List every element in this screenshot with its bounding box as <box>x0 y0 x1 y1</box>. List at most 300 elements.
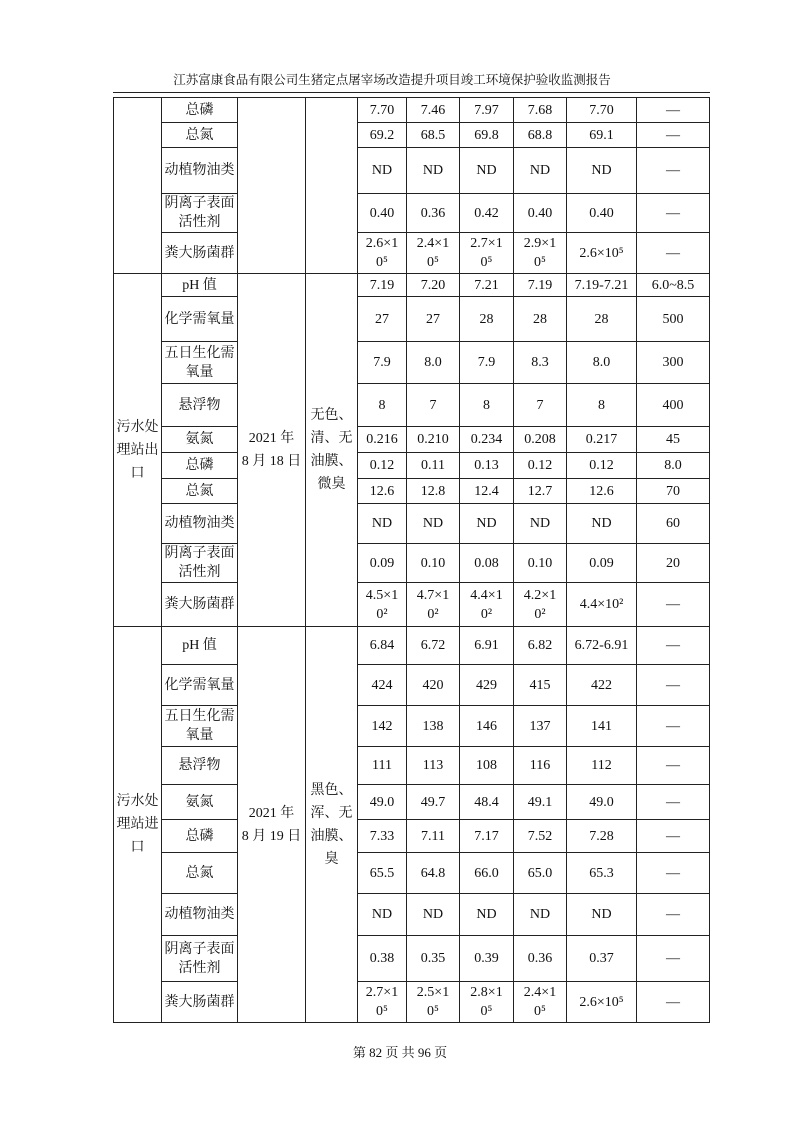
measured-value-cell <box>514 384 567 427</box>
measured-value-cell <box>514 148 567 194</box>
measured-value: ND <box>371 163 393 178</box>
measured-value: 429 <box>476 677 497 693</box>
table-row <box>114 894 710 936</box>
measured-value-cell <box>407 384 460 427</box>
measured-value-cell <box>358 453 407 479</box>
monitoring-item: 总氮 <box>162 479 238 504</box>
monitoring-item: 总磷 <box>162 820 238 853</box>
measured-value-cell <box>407 627 460 665</box>
average-value: 2.6×10⁵ <box>567 233 637 274</box>
measured-value-cell <box>358 583 407 627</box>
standard-limit: 300 <box>637 342 710 384</box>
measured-value-cell <box>460 820 514 853</box>
measured-value-cell <box>514 233 567 274</box>
measured-value: 2.9×10⁵ <box>523 236 557 270</box>
measured-value-cell <box>358 894 407 936</box>
measured-value-cell <box>460 894 514 936</box>
measured-value: 12.6 <box>369 483 395 499</box>
measured-value: 65.0 <box>527 865 553 881</box>
monitoring-item: 粪大肠菌群 <box>162 233 238 274</box>
monitoring-item: 悬浮物 <box>162 384 238 427</box>
measured-value-cell <box>358 504 407 544</box>
measured-value: 6.91 <box>474 638 499 653</box>
measured-value-cell <box>514 123 567 148</box>
standard-limit: 8.0 <box>637 453 710 479</box>
table-row <box>114 479 710 504</box>
measured-value-cell <box>460 665 514 706</box>
standard-limit: — <box>637 148 710 194</box>
average-value: 0.12 <box>567 453 637 479</box>
standard-limit: — <box>637 98 710 123</box>
standard-limit: — <box>637 820 710 853</box>
measured-value-cell <box>358 384 407 427</box>
measured-value-cell <box>407 747 460 785</box>
measured-value-cell <box>358 627 407 665</box>
measured-value-cell <box>514 427 567 453</box>
table-row <box>114 504 710 544</box>
measured-value-cell <box>460 479 514 504</box>
measured-value-cell <box>407 194 460 233</box>
standard-limit: — <box>637 627 710 665</box>
measured-value-cell <box>460 427 514 453</box>
monitoring-item: 总氮 <box>162 853 238 894</box>
measured-value: 28 <box>479 311 494 327</box>
measured-value-cell <box>460 583 514 627</box>
water-appearance <box>306 98 358 274</box>
measured-value-cell <box>358 820 407 853</box>
measured-value-cell <box>407 233 460 274</box>
average-value: 422 <box>567 665 637 706</box>
monitoring-item: 悬浮物 <box>162 747 238 785</box>
table-row <box>114 820 710 853</box>
measured-value-cell <box>407 98 460 123</box>
table-row <box>114 706 710 747</box>
measured-value-cell <box>514 453 567 479</box>
page-number: 第 82 页 共 96 页 <box>352 1045 448 1060</box>
measured-value-cell <box>358 274 407 297</box>
average-value: 69.1 <box>567 123 637 148</box>
measured-value: 0.36 <box>420 205 446 221</box>
table-row <box>114 665 710 706</box>
standard-limit: — <box>637 982 710 1023</box>
table-row <box>114 233 710 274</box>
table-row <box>114 274 710 297</box>
average-value: 112 <box>567 747 637 785</box>
table-row <box>114 342 710 384</box>
average-value: 6.72-6.91 <box>567 627 637 665</box>
measured-value-cell <box>460 982 514 1023</box>
average-value: 0.37 <box>567 936 637 982</box>
monitoring-item: 动植物油类 <box>162 504 238 544</box>
measured-value-cell <box>358 123 407 148</box>
measured-value: 0.234 <box>470 432 503 447</box>
measured-value-cell <box>460 98 514 123</box>
average-value: 141 <box>567 706 637 747</box>
monitoring-item: 动植物油类 <box>162 894 238 936</box>
measured-value: 137 <box>529 718 551 734</box>
measured-value-cell <box>407 274 460 297</box>
average-value: 12.6 <box>567 479 637 504</box>
measured-value: 49.0 <box>369 794 395 810</box>
standard-limit: — <box>637 194 710 233</box>
average-value: 7.19-7.21 <box>567 274 637 297</box>
table-row <box>114 297 710 342</box>
average-value: 7.28 <box>567 820 637 853</box>
measured-value: 2.7×10⁵ <box>470 236 503 270</box>
measured-value-cell <box>460 123 514 148</box>
measured-value: 27 <box>375 311 389 327</box>
monitoring-item: 阴离子表面活性剂 <box>162 544 238 583</box>
table-row <box>114 936 710 982</box>
measured-value: 0.11 <box>421 458 445 473</box>
measured-value: 8 <box>378 397 386 413</box>
measured-value: 138 <box>422 718 444 734</box>
measured-value: 424 <box>371 677 393 693</box>
measured-value-cell <box>358 98 407 123</box>
measured-value: 68.8 <box>527 127 553 143</box>
measured-value: 0.42 <box>474 205 499 221</box>
measured-value-cell <box>460 274 514 297</box>
table-row <box>114 853 710 894</box>
measured-value-cell <box>514 544 567 583</box>
measured-value-cell <box>407 148 460 194</box>
measured-value-cell <box>407 479 460 504</box>
measured-value-cell <box>358 853 407 894</box>
table-row <box>114 747 710 785</box>
standard-limit: 20 <box>637 544 710 583</box>
measured-value-cell <box>514 297 567 342</box>
measured-value-cell <box>460 785 514 820</box>
measured-value-cell <box>460 384 514 427</box>
table-body <box>114 98 710 1023</box>
standard-limit: — <box>637 747 710 785</box>
measured-value: 108 <box>476 758 497 773</box>
measured-value: 4.2×10² <box>523 587 557 622</box>
standard-limit: 6.0~8.5 <box>637 274 710 297</box>
sampling-date <box>238 98 306 274</box>
measured-value-cell <box>407 894 460 936</box>
measured-value-cell <box>514 342 567 384</box>
measured-value: 0.40 <box>527 205 553 221</box>
measured-value: 7 <box>536 397 544 413</box>
measured-value: 0.09 <box>369 555 395 571</box>
measured-value: 12.4 <box>474 483 499 499</box>
average-value: ND <box>567 894 637 936</box>
average-value: 7.70 <box>567 98 637 123</box>
measured-value-cell <box>514 820 567 853</box>
average-value: ND <box>567 504 637 544</box>
measured-value: 420 <box>422 677 444 693</box>
measured-value-cell <box>514 583 567 627</box>
sampling-location: 污水处理站进口 <box>114 627 162 1023</box>
table-row <box>114 583 710 627</box>
measured-value: ND <box>371 907 393 922</box>
measured-value-cell <box>514 98 567 123</box>
measured-value-cell <box>358 665 407 706</box>
measured-value: 0.12 <box>369 458 395 473</box>
measured-value-cell <box>514 785 567 820</box>
measured-value: 7.19 <box>369 277 395 293</box>
measured-value-cell <box>514 479 567 504</box>
measured-value: 7.19 <box>527 277 553 293</box>
measured-value: 7.11 <box>421 828 445 844</box>
measured-value: 6.84 <box>369 638 395 653</box>
measured-value: 113 <box>422 758 444 773</box>
measured-value-cell <box>460 747 514 785</box>
measured-value-cell <box>460 342 514 384</box>
table-row <box>114 123 710 148</box>
standard-limit: 70 <box>637 479 710 504</box>
measured-value-cell <box>514 853 567 894</box>
measured-value: 48.4 <box>474 794 499 810</box>
measured-value: 7.97 <box>474 102 499 118</box>
measured-value-cell <box>514 504 567 544</box>
measured-value-cell <box>407 427 460 453</box>
measured-value: 0.36 <box>527 951 553 966</box>
sampling-location: 污水处理站出口 <box>114 274 162 627</box>
measured-value-cell <box>358 297 407 342</box>
measured-value: ND <box>476 516 497 531</box>
measured-value: 0.10 <box>420 555 446 571</box>
monitoring-item: 总磷 <box>162 98 238 123</box>
measured-value: 7.33 <box>369 828 395 844</box>
measured-value: 111 <box>372 758 392 773</box>
measured-value-cell <box>514 747 567 785</box>
monitoring-item: 化学需氧量 <box>162 297 238 342</box>
monitoring-item: 粪大肠菌群 <box>162 583 238 627</box>
measured-value-cell <box>514 982 567 1023</box>
measured-value: 69.8 <box>474 127 499 143</box>
measured-value: 142 <box>371 718 393 734</box>
measured-value-cell <box>460 706 514 747</box>
standard-limit: — <box>637 706 710 747</box>
measured-value: 7.21 <box>474 277 499 293</box>
standard-limit: 400 <box>637 384 710 427</box>
measured-value: 415 <box>529 677 551 693</box>
measured-value: 4.7×10² <box>416 587 450 622</box>
sampling-date: 2021 年 8 月 19 日 <box>238 627 306 1023</box>
standard-limit: — <box>637 665 710 706</box>
measured-value: 6.82 <box>527 638 553 653</box>
measured-value: 0.08 <box>474 555 499 571</box>
measured-value: 2.5×10⁵ <box>416 985 450 1019</box>
water-appearance: 黑色、浑、无油膜、臭 <box>306 627 358 1023</box>
measured-value-cell <box>460 504 514 544</box>
measured-value: 49.7 <box>420 794 446 810</box>
table-row <box>114 453 710 479</box>
measured-value-cell <box>407 504 460 544</box>
measured-value-cell <box>358 148 407 194</box>
measured-value-cell <box>358 342 407 384</box>
measured-value-cell <box>407 936 460 982</box>
average-value: ND <box>567 148 637 194</box>
measured-value: 65.5 <box>369 865 395 881</box>
average-value: 0.40 <box>567 194 637 233</box>
monitoring-item: 总磷 <box>162 453 238 479</box>
measured-value-cell <box>358 936 407 982</box>
measured-value: 28 <box>533 311 547 327</box>
monitoring-item: 氨氮 <box>162 427 238 453</box>
measured-value-cell <box>407 706 460 747</box>
average-value: 4.4×10² <box>567 583 637 627</box>
measured-value: 0.40 <box>369 205 395 221</box>
measured-value: 7.20 <box>420 277 446 293</box>
measured-value: 66.0 <box>474 865 499 881</box>
measured-value-cell <box>358 194 407 233</box>
average-value: 0.217 <box>567 427 637 453</box>
measured-value: 12.8 <box>420 483 446 499</box>
monitoring-item: 氨氮 <box>162 785 238 820</box>
measured-value: 0.38 <box>369 951 395 966</box>
measured-value: ND <box>422 516 444 531</box>
measured-value: 64.8 <box>420 865 446 881</box>
average-value: 49.0 <box>567 785 637 820</box>
measured-value-cell <box>407 342 460 384</box>
measured-value: 7.9 <box>477 355 496 370</box>
table-row <box>114 627 710 665</box>
table-row <box>114 98 710 123</box>
measured-value-cell <box>358 233 407 274</box>
measured-value-cell <box>407 853 460 894</box>
measured-value: 8.3 <box>531 355 549 370</box>
average-value: 8 <box>567 384 637 427</box>
measured-value: 0.216 <box>366 432 398 447</box>
average-value: 28 <box>567 297 637 342</box>
measured-value: 6.72 <box>420 638 446 653</box>
measured-value-cell <box>407 982 460 1023</box>
table-row <box>114 427 710 453</box>
measured-value: 2.6×10⁵ <box>365 236 399 270</box>
measured-value-cell <box>407 544 460 583</box>
measured-value: 7.9 <box>373 355 391 370</box>
measured-value-cell <box>407 665 460 706</box>
header-divider <box>113 92 710 93</box>
measured-value: 0.35 <box>420 951 446 966</box>
measured-value: 4.4×10² <box>470 587 503 622</box>
measured-value-cell <box>514 274 567 297</box>
measured-value: 0.39 <box>474 951 499 966</box>
measured-value-cell <box>514 665 567 706</box>
measured-value: 2.4×10⁵ <box>523 985 557 1019</box>
measured-value: 0.12 <box>527 458 553 473</box>
measured-value-cell <box>514 894 567 936</box>
monitoring-item: 五日生化需氧量 <box>162 706 238 747</box>
table-row <box>114 544 710 583</box>
measured-value-cell <box>407 785 460 820</box>
measured-value: ND <box>529 907 551 922</box>
measured-value: 7 <box>429 397 437 413</box>
measured-value: 49.1 <box>527 794 553 810</box>
measured-value-cell <box>358 427 407 453</box>
water-appearance: 无色、清、无油膜、微臭 <box>306 274 358 627</box>
measured-value: 7.52 <box>527 828 553 844</box>
measured-value: 116 <box>529 758 551 773</box>
measured-value: ND <box>422 163 444 178</box>
measured-value-cell <box>358 785 407 820</box>
measured-value-cell <box>407 820 460 853</box>
measured-value: ND <box>529 163 551 178</box>
measured-value-cell <box>407 297 460 342</box>
measured-value: 146 <box>476 718 497 734</box>
measured-value-cell <box>358 982 407 1023</box>
measured-value: 7.68 <box>527 102 553 118</box>
table-row <box>114 982 710 1023</box>
measured-value-cell <box>358 747 407 785</box>
measured-value-cell <box>407 583 460 627</box>
measured-value-cell <box>358 479 407 504</box>
monitoring-results-table <box>113 97 710 1023</box>
measured-value-cell <box>460 194 514 233</box>
standard-limit: 60 <box>637 504 710 544</box>
table-row <box>114 148 710 194</box>
monitoring-item: 五日生化需氧量 <box>162 342 238 384</box>
measured-value: 69.2 <box>369 127 395 143</box>
measured-value-cell <box>358 706 407 747</box>
average-value: 65.3 <box>567 853 637 894</box>
measured-value: 8.0 <box>424 355 442 370</box>
monitoring-item: 动植物油类 <box>162 148 238 194</box>
standard-limit: — <box>637 785 710 820</box>
measured-value-cell <box>460 453 514 479</box>
measured-value: ND <box>476 907 497 922</box>
measured-value: ND <box>529 516 551 531</box>
measured-value: 0.208 <box>524 432 556 447</box>
measured-value-cell <box>460 627 514 665</box>
monitoring-item: 阴离子表面活性剂 <box>162 194 238 233</box>
measured-value-cell <box>460 936 514 982</box>
measured-value: 0.13 <box>474 458 499 473</box>
measured-value: 12.7 <box>527 483 553 499</box>
measured-value: 8 <box>483 397 490 413</box>
measured-value-cell <box>460 148 514 194</box>
monitoring-item: 总氮 <box>162 123 238 148</box>
average-value: 2.6×10⁵ <box>567 982 637 1023</box>
measured-value-cell <box>460 297 514 342</box>
table-row <box>114 194 710 233</box>
measured-value-cell <box>514 194 567 233</box>
measured-value-cell <box>514 706 567 747</box>
measured-value: ND <box>371 516 393 531</box>
standard-limit: — <box>637 233 710 274</box>
measured-value: 4.5×10² <box>365 587 399 622</box>
measured-value: 7.70 <box>369 102 395 118</box>
standard-limit: — <box>637 894 710 936</box>
measured-value: 0.10 <box>527 555 553 571</box>
measured-value-cell <box>460 233 514 274</box>
measured-value-cell <box>460 853 514 894</box>
measured-value: 7.46 <box>420 102 446 118</box>
measured-value-cell <box>514 627 567 665</box>
monitoring-item: 粪大肠菌群 <box>162 982 238 1023</box>
sampling-location <box>114 98 162 274</box>
measured-value-cell <box>358 544 407 583</box>
monitoring-item: 化学需氧量 <box>162 665 238 706</box>
measured-value: 27 <box>426 311 440 327</box>
sampling-date: 2021 年 8 月 18 日 <box>238 274 306 627</box>
standard-limit: — <box>637 123 710 148</box>
measured-value: ND <box>422 907 444 922</box>
measured-value: 7.17 <box>474 828 499 844</box>
measured-value-cell <box>407 453 460 479</box>
measured-value: 2.8×10⁵ <box>470 985 503 1019</box>
monitoring-item: pH 值 <box>162 274 238 297</box>
report-header-title: 江苏富康食品有限公司生猪定点屠宰场改造提升项目竣工环境保护验收监测报告 <box>173 73 611 87</box>
measured-value-cell <box>514 936 567 982</box>
table-row <box>114 384 710 427</box>
standard-limit: 500 <box>637 297 710 342</box>
standard-limit: — <box>637 583 710 627</box>
average-value: 0.09 <box>567 544 637 583</box>
